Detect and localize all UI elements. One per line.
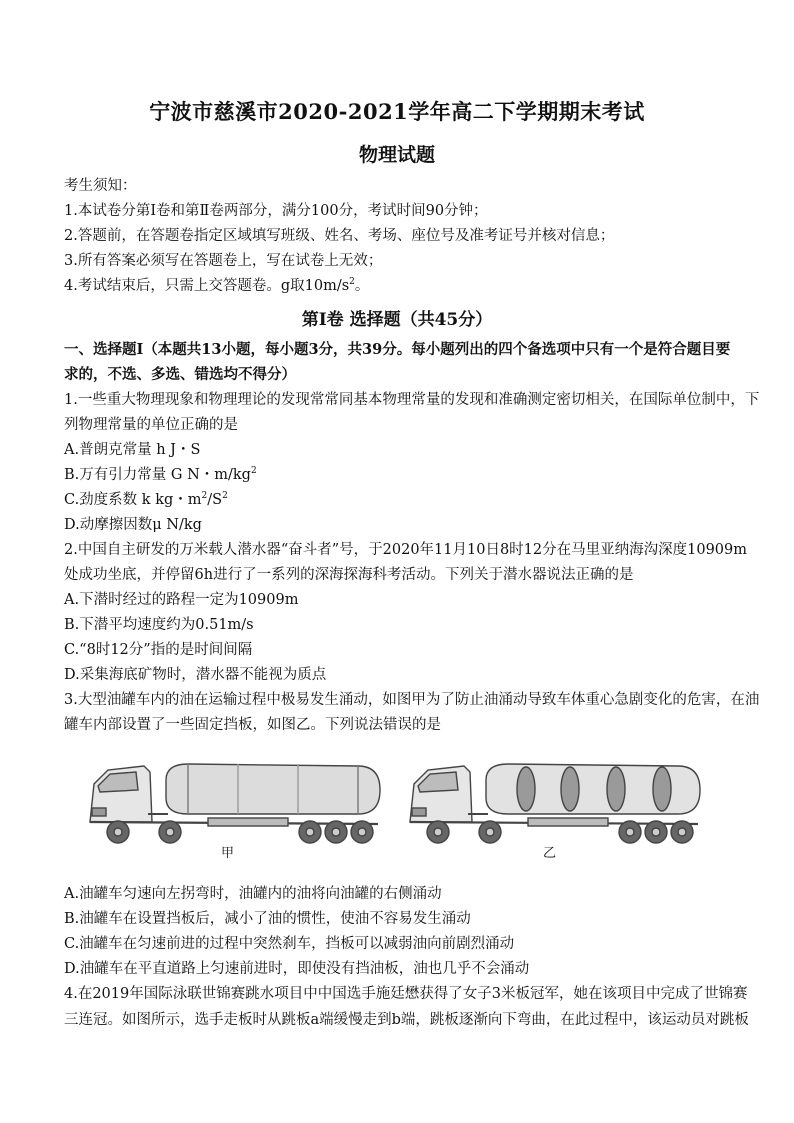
q2-option-b: B.下潜平均速度约为0.51m/s xyxy=(64,617,254,633)
q3-option-d: D.油罐车在平直道路上匀速前进时，即使没有挡油板，油也几乎不会涌动 xyxy=(64,961,530,977)
tanker-truck-a xyxy=(90,764,380,843)
tanker-truck-b xyxy=(410,764,700,843)
q3-option-b: B.油罐车在设置挡板后，减小了油的惯性，使油不容易发生涌动 xyxy=(64,911,471,927)
q2-option-d: D.采集海底矿物时，潜水器不能视为质点 xyxy=(64,667,327,683)
q1-option-d: D.动摩擦因数μ N/kg xyxy=(64,517,202,533)
notice-heading: 考生须知： xyxy=(64,178,137,194)
notice-item-2: 2.答题前，在答题卷指定区域填写班级、姓名、考场、座位号及准考证号并核对信息； xyxy=(64,228,615,244)
q3-stem-line2: 罐车内部设置了一些固定挡板，如图乙。下列说法错误的是 xyxy=(64,717,441,733)
figure-label-b: 乙 xyxy=(543,846,557,861)
notice-item-4: 4.考试结束后，只需上交答题卷。g取$10m/s^2$。 xyxy=(64,277,370,294)
tanker-truck-figure xyxy=(88,752,720,870)
q3-stem-line1: 3.大型油罐车内的油在运输过程中极易发生涌动，如图甲为了防止油涌动导致车体重心急剧变化的危害，在油 xyxy=(64,692,760,708)
q1-stem-line2: 列物理常量的单位正确的是 xyxy=(64,417,238,433)
q3-option-c: C.油罐车在匀速前进的过程中突然刹车，挡板可以减弱油向前剧烈涌动 xyxy=(64,936,515,952)
notice-item-3: 3.所有答案必须写在答题卷上，写在试卷上无效； xyxy=(64,253,383,269)
q4-stem-line1: 4.在2019年国际泳联世锦赛跳水项目中中国选手施廷懋获得了女子3米板冠军，她在该项目中完成了世锦赛 xyxy=(64,986,748,1002)
q4-stem-line2: 三连冠。如图所示，选手走板时从跳板a端缓慢走到b端，跳板逐渐向下弯曲，在此过程中，该运动员对跳板 xyxy=(64,1012,749,1028)
exam-title: 宁波市慈溪市2020-2021学年高二下学期期末考试 xyxy=(149,99,645,124)
q2-stem-line1: 2.中国自主研发的万米载人潜水器“奋斗者”号，于2020年11月10日8时12分在马里亚纳海沟深度10909m xyxy=(64,542,748,558)
tanker-illustration xyxy=(88,752,720,870)
part1-instructions-line1: 一、选择题Ⅰ（本题共13小题，每小题3分，共39分。每小题列出的四个备选项中只有一个是符合题目要 xyxy=(64,341,731,358)
notice-item-1: 1.本试卷分第Ⅰ卷和第Ⅱ卷两部分，满分100分，考试时间90分钟； xyxy=(64,203,488,219)
q2-option-c: C.“8时12分”指的是时间间隔 xyxy=(64,642,253,658)
q3-option-a: A.油罐车匀速向左拐弯时，油罐内的油将向油罐的右侧涌动 xyxy=(64,886,442,902)
q1-option-b: B.万有引力常量 G N・$m/kg^2$ xyxy=(64,466,257,483)
q2-stem-line2: 处成功坐底，并停留6h进行了一系列的深海探海科考活动。下列关于潜水器说法正确的是 xyxy=(64,567,634,583)
q1-stem-line1: 1.一些重大物理现象和物理理论的发现常常同基本物理常量的发现和准确测定密切相关，在国际单位制中，下 xyxy=(64,392,760,408)
figure-label-a: 甲 xyxy=(221,846,235,861)
q2-option-a: A.下潜时经过的路程一定为10909m xyxy=(64,592,299,608)
q1-option-a: A.普朗克常量 h J・S xyxy=(64,442,201,458)
q1-option-c: C.劲度系数 k kg・$m^2/S^2$ xyxy=(64,491,228,508)
part1-instructions-line2: 求的，不选、多选、错选均不得分） xyxy=(64,366,296,383)
exam-subject: 物理试题 xyxy=(358,144,435,166)
section-title: 第Ⅰ卷 选择题（共45分） xyxy=(301,310,493,330)
